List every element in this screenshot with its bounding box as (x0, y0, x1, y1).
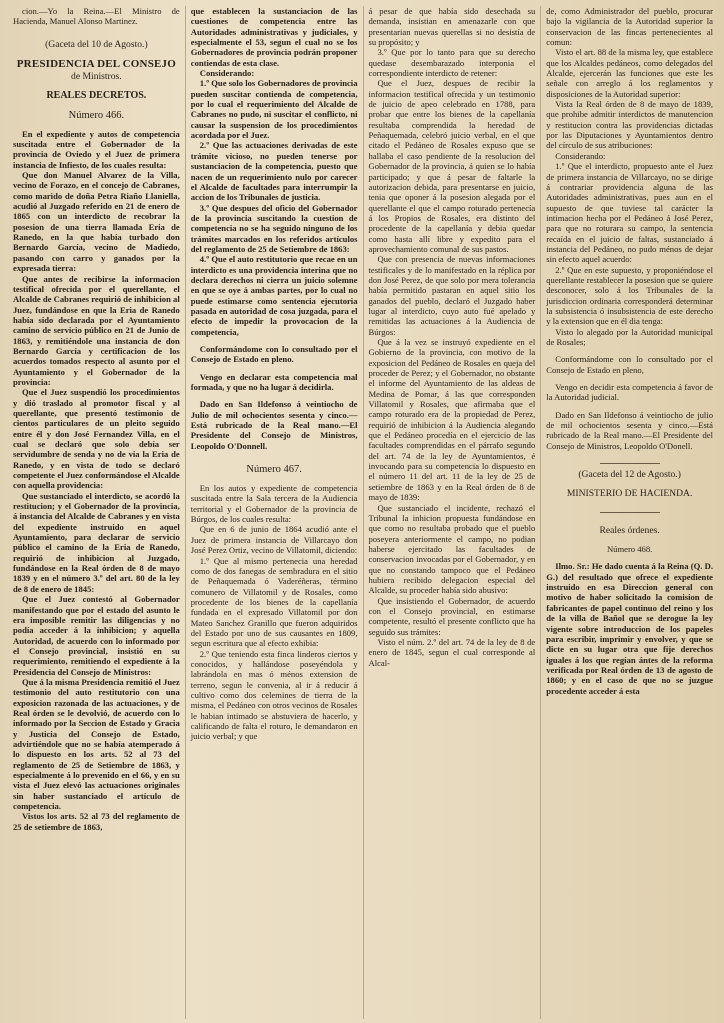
paragraph: Reales órdenes. (599, 525, 660, 537)
column-3 (363, 6, 541, 1019)
paragraph: Considerando: (199, 68, 255, 79)
column-4 (540, 6, 718, 1019)
spacer (13, 102, 180, 109)
paragraph: Dado en San Ildefonso á veintiocho de julio de mil ochocientos sesenta y cinco.—Está rubricado de la Real mano.—El Presidente del Consejo de Ministros, Leopoldo O'Donell. (546, 409, 713, 451)
spacer (191, 476, 358, 483)
paragraph: Que á la vez se instruyó expediente en el Gobierno de la provincia, con motivo de la exposicion del Pedáneo de Rosales en queja del proceder de Perez; y el Gobernador, no obstante el informe del Ayuntamiento de las aldeas de Medina de Pomar, á las que corresponden Villatomil y Rosales, que afirmaba que el campo roturado era de la propiedad de Perez, requirió de inhibicion á la Audiencia alegando que el Pedáneo procedía en el ejercicio de las facultades comprendidas en el párrafo segundo del art. 74 de la ley de Ayuntamientos, é invocando para su competencia lo dispuesto en el número 11 del art. 11 de la ley de 25 de setiembre de 1863 y en la Real órden de 8 de mayo de 1839: (368, 337, 536, 503)
text-columns (8, 6, 718, 1019)
paragraph: Vistos los arts. 52 al 73 del reglamento de 25 de setiembre de 1863, (13, 811, 180, 832)
paragraph: Conformándome con lo consultado por el Consejo de Estado en pleno. (190, 344, 358, 365)
spacer (13, 83, 180, 90)
spacer (546, 554, 713, 561)
paragraph: Que el Juez, despues de recibir la informacion testifical ofrecida y un testimonio de juicio de apeo celebrado en 1788, para probar que entre los bienes de la capellanía resultaba comprendida la heredad de Peñaquemada, celebró juicio verbal, en el que citado el Pedáneo de Rosales expuso que se hallaba el caso pendiente de la resolucion del Gobernador de la provincia, á quien se lo había participado; y que á pesar de faltarle la autorizacion debida, para presentarse en juicio, tenia que oponer á la posesion alegada por el querellante el que el campo roturado pertenecía á los Propios de Rosales, era distinto del procedente de la capellanía y debia quedar como hasta allí libre y expedito para el aprovechamiento comunal de sus pastos. (368, 78, 536, 254)
paragraph: 1.º Que solo los Gobernadores de provincia pueden suscitar contienda de competencia, por lo cual el requerimiento del Alcalde de Cabranes no pudo, ni suscitar el conflicto, ni causar la suspension de los procedimientos acordada por el Juez. (190, 78, 358, 141)
paragraph: 3.º Que por lo tanto para que su derecho quedase desembarazado interponia el correspondiente interdicto de retener: (368, 47, 536, 79)
paragraph: Que con presencia de nuevas informaciones testificales y de lo manifestado en la réplica por don José Perez, de que solo por mera tolerancia había permitido pastaran en aquel sitio los ganados del pueblo, declaró el Juzgado haber lugar al interdicto, cuyo auto fué apelado y remitidas las actuaciones á la Audiencia de Búrgos: (368, 254, 536, 337)
paragraph: Que en 6 de junio de 1864 acudió ante el Juez de primera instancia de Villarcayo don José Perez Ortiz, vecino de Villatomil, diciendo: (190, 524, 358, 556)
spacer (191, 365, 358, 372)
paragraph: de Ministros. (71, 70, 122, 82)
paragraph: Número 468. (606, 544, 653, 555)
paragraph: Número 466. (68, 109, 125, 121)
paragraph: Que insistiendo el Gobernador, de acuerdo con el Consejo provincial, en estimarse competente, resultó el presente conflicto que ha seguido sus trámites: (368, 595, 536, 637)
paragraph: Visto el núm. 2.º del art. 74 de la ley de 8 de enero de 1845, segun el cual corresponde al Alcal- (368, 636, 536, 668)
paragraph: Conformándome con lo consultado por el Consejo de Estado en pleno, (546, 354, 713, 375)
paragraph: Que sustanciado el interdicto, se acordó la restitucion; y el Gobernador de la provincia, á instancia del Alcalde de Cabranes y en vista del expediente instruido en aquel Ayuntamiento, para declarar de servicio público el camino de la Eria de Ranedo, requirió de inhibicion al Juzgado, fundándose en la Real órden de 8 de mayo 1839 y en el número 3.º del art. 80 de la ley de 8 de enero de 1845: (13, 490, 180, 594)
paragraph: Que don Manuel Alvarez de la Villa, vecino de Forazo, en el concejo de Cabranes, como marido de doña Petra Riaño Llaniella, acudió al Juzgado referido en 21 de enero de 1865 con un interdicto de recobrar la posesion de una tierra llamada Eria de Ranedo, en la que había turbado don Bernardo García, vecino de Madiedo, pasando con carro y ganados por la expresada tierra: (13, 170, 180, 274)
paragraph: Vengo en declarar esta competencia mal formada, y que no ha lugar á decidirla. (190, 371, 358, 393)
paragraph: Considerando: (555, 150, 606, 161)
spacer (13, 51, 180, 58)
paragraph: que establecen la sustanciacion de las cuestiones de competencia entre las Autoridades administrativas y judiciales, y especialmente el 53, segun el cual no se los Gobernadores de provincia podrán proponer contiendas de esta clase. (190, 6, 358, 68)
paragraph: 2.º Que las actuaciones derivadas de este trámite vicioso, no pueden tenerse por sustanciacion de la competencia, puesto que nacen de un requerimiento nulo por carecer el Alcalde de facultades para interrumpir la accion de los Tribunales de justicia. (190, 140, 358, 203)
paragraph: Número 467. (246, 464, 302, 476)
paragraph: En el expediente y autos de competencia suscitada entre el Gobernador de la provincia de Oviedo y el Juez de primera instancia de Infiesto, de los cuales resulta: (13, 128, 180, 170)
paragraph: 4.º Que el auto restitutorio que recae en un interdicto es una providencia interina que no declara derechos ni cierra un juicio solemne en que se oye á ambas partes, por lo cual no puede estimarse como sentencia ejecutoria pasada en autoridad de cosa juzgada, para el efecto de impedir la provocacion de la competencia, (190, 254, 358, 337)
paragraph: Ilmo. Sr.: He dado cuenta á la Reina (Q. D. G.) del resultado que ofrece el expediente instruido en esa Direccion general con motivo de haber solicitado la comision de fabricantes de papel continuo del reino y los de la villa de Bañol que se derogue la ley vigente sobre introduccion de los papeles para escribir, imprimir y envolver, y que se dicte en su lugar otra que fije derechos iguales á los que regían ántes de la reforma verificada por Real órden de 13 de agosto de 1860; y en el caso de que no se juzgue procedente acceder á esta (546, 561, 713, 696)
paragraph: (Gaceta del 10 de Agosto.) (45, 38, 148, 50)
spacer (13, 27, 180, 39)
paragraph: 1.º Que al mismo pertenecia una heredad como de dos fanegas de sembradura en el sitio de Peñaquemada ó Vaderéñeras, término comunero de Villatomil y de Rosales, como procedente de los bienes de la capellanía fundada en el expresado Villatomil por don Mateo Sanchez Granillo que fueron adquiridos del Estado por uno de sus causantes en 1809, segun escritura que al efecto exhibia: (190, 555, 358, 649)
paragraph: En los autos y expediente de competencia suscitada entre la Sala tercera de la Audiencia territorial y el Gobernador de la provincia de Búrgos, de los cuales resulta: (190, 483, 358, 525)
paragraph: REALES DECRETOS. (46, 89, 147, 101)
paragraph: Vista la Real órden de 8 de mayo de 1839, que prohibe admitir interdictos de manutencion y restitucion contra las providencias dictadas por las Diputaciones y Ayuntamientos dentro del círculo de sus atribuciones: (546, 99, 713, 151)
spacer (546, 500, 713, 507)
paragraph: (Gaceta del 12 de Agosto.) (578, 469, 681, 481)
paragraph: PRESIDENCIA DEL CONSEJO (16, 57, 176, 70)
paragraph: Dado en San Ildefonso á veintiocho de Julio de mil ochocientos sesenta y cinco.—Está rubricado de la Real mano.—El Presidente del Consejo de Ministros, Leopoldo O'Donnell. (190, 399, 358, 451)
spacer (191, 451, 358, 463)
column-2 (185, 6, 363, 1019)
paragraph: Visto el art. 88 de la misma ley, que establece que los Alcaldes pedáneos, como delegados del Alcalde, ejercerán las funciones que este les señale con arreglo á los reglamentos y disposiciones de la Autoridad superior: (546, 47, 713, 99)
paragraph: Visto lo alegado por la Autoridad municipal de Rosales; (546, 326, 713, 347)
paragraph: Que sustanciado el incidente, rechazó el Tribunal la inhicion propuesta fundándose en que como no resultaba probado que el pueblo poseyera anteriormente el campo, no podian haberse ejercitado las facultades de conservacion invocadas por el Gobernador, y en que no constando tampoco que el Pedáneo hubiera recibido delegacion especial del Alcalde, su proceder había sido abusivo: (368, 502, 536, 596)
paragraph: 2.º Que teniendo esta finca linderos ciertos y conocidos, y hallándose poseyéndola y labrándola en mas ó ménos extension de terreno, segun le convenia, al ir á reducir á cultivo como dos celemines de tierra de la misma, el Pedáneo con otros vecinos de Rosales le habian intimado se abstuviera de hacerlo, y calificando de falta el roturo, le demandaron en juicio verbal; y que (190, 648, 358, 742)
paragraph: MINISTERIO DE HACIENDA. (566, 488, 693, 500)
spacer (546, 347, 713, 354)
paragraph: Vengo en decidir esta competencia á favor de la Autoridad judicial. (546, 382, 713, 403)
paragraph: Que á la misma Presidencia remitió el Juez testimonio del auto restitutorio con una exposicion razonada de las actuaciones, y de Real órden se le devolvió, de acuerdo con lo informado por la Seccion de Estado y Gracia y Justicia del Consejo de Estado, advirtiéndole que no se había atemperado á lo dispuesto en los arts. 52 al 73 del reglamento de 25 de Setiembre de 1863, y especialmente á lo prevenido en el 66, y en su vista el Juez elevó las actuaciones originales sin haber sustanciado el artículo de competencia. (13, 676, 180, 812)
spacer (13, 122, 180, 129)
paragraph: Que el Juez contestó al Gobernador manifestando que por el estado del asunto le era imposible remitir las diligencias y no podía acceder á la inhibicion; y aquella Autoridad, de acuerdo con lo informado por el Consejo provincial, insistió en su requerimiento, remitiendo el expediente á la Presidencia del Consejo de Ministros: (13, 594, 180, 677)
paragraph: 2.º Que en este supuesto, y proponiéndose el querellante restablecer la posesion que se quiere desconocer, solo á los Tribunales de la jurisdiccion ordinaria corresponderá determinar la subsistencia ó insubsistencia de este derecho y la extension que en él dia tenga: (546, 264, 713, 327)
column-1 (8, 6, 185, 1019)
paragraph: de, como Administrador del pueblo, procurar bajo la vigilancia de la Autoridad superior la conservacion de las fincas pertenecientes al comun: (546, 6, 713, 48)
spacer (546, 537, 713, 544)
spacer (546, 451, 713, 458)
spacer (546, 518, 713, 525)
paragraph: Que antes de recibirse la informacion testifical ofrecida por el querellante, el Alcalde de Cabranes requirió de inhibicion al Juez, fundándose en que la Eria de Ranedo había sido declarada por el Ayuntamiento camino de servicio público en 21 de Junio de 1863, y remitiéndole una instancia de don Bernardo García y certificacion de los acuerdos tomados respecto al asunto por el Ayuntamiento y el Gobernador de la provincia: (13, 273, 180, 387)
paragraph: cion.—Yo la Reina.—El Ministro de Hacienda, Manuel Alonso Martinez. (13, 6, 180, 27)
paragraph: 3.º Que despues del oficio del Gobernador de la provincia suscitando la cuestion de competencia no se ha seguido ninguno de los trámites marcados en los referidos artículos del reglamento de 25 de Setiembre de 1863: (190, 202, 358, 254)
divider (600, 512, 660, 513)
spacer (191, 337, 358, 344)
spacer (546, 375, 713, 382)
spacer (191, 392, 358, 399)
divider (600, 463, 660, 464)
paragraph: á pesar de que había sido desechada su demanda, insistian en amenazarle con que presentarian nuevas querellas si no desistía de su propósito; y (368, 6, 536, 48)
spacer (546, 481, 713, 488)
paragraph: 1.º Que el interdicto, propuesto ante el Juez de primera instancia de Villarcayo, no se dirige á contrariar providencia alguna de las Autoridades administrativas, pues aun en el supuesto de que tuviese tal carácter la intimacion hecha por el Pedáneo á José Perez, para que no roturara su campo, la sentencia recaída en el juicio de faltas, sustanciado á instancia del Pedáneo, no pudo ménos de dejar sin efecto aquel acuerdo: (546, 161, 713, 265)
paragraph: Que el Juez suspendió los procedimientos y dió traslado al promotor fiscal y al querellante, que presentó testimonio de cientos particulares de un pleito seguido entre él y don José Fernandez Villa, en el cual se declaró que solo debía ser servidumbre de senda y no de via la Eria de Ranedo, y en vista de todo se declaró competente el Juez conformándose el Alcalde con aquella providencia: (13, 387, 180, 491)
spacer (546, 403, 713, 410)
